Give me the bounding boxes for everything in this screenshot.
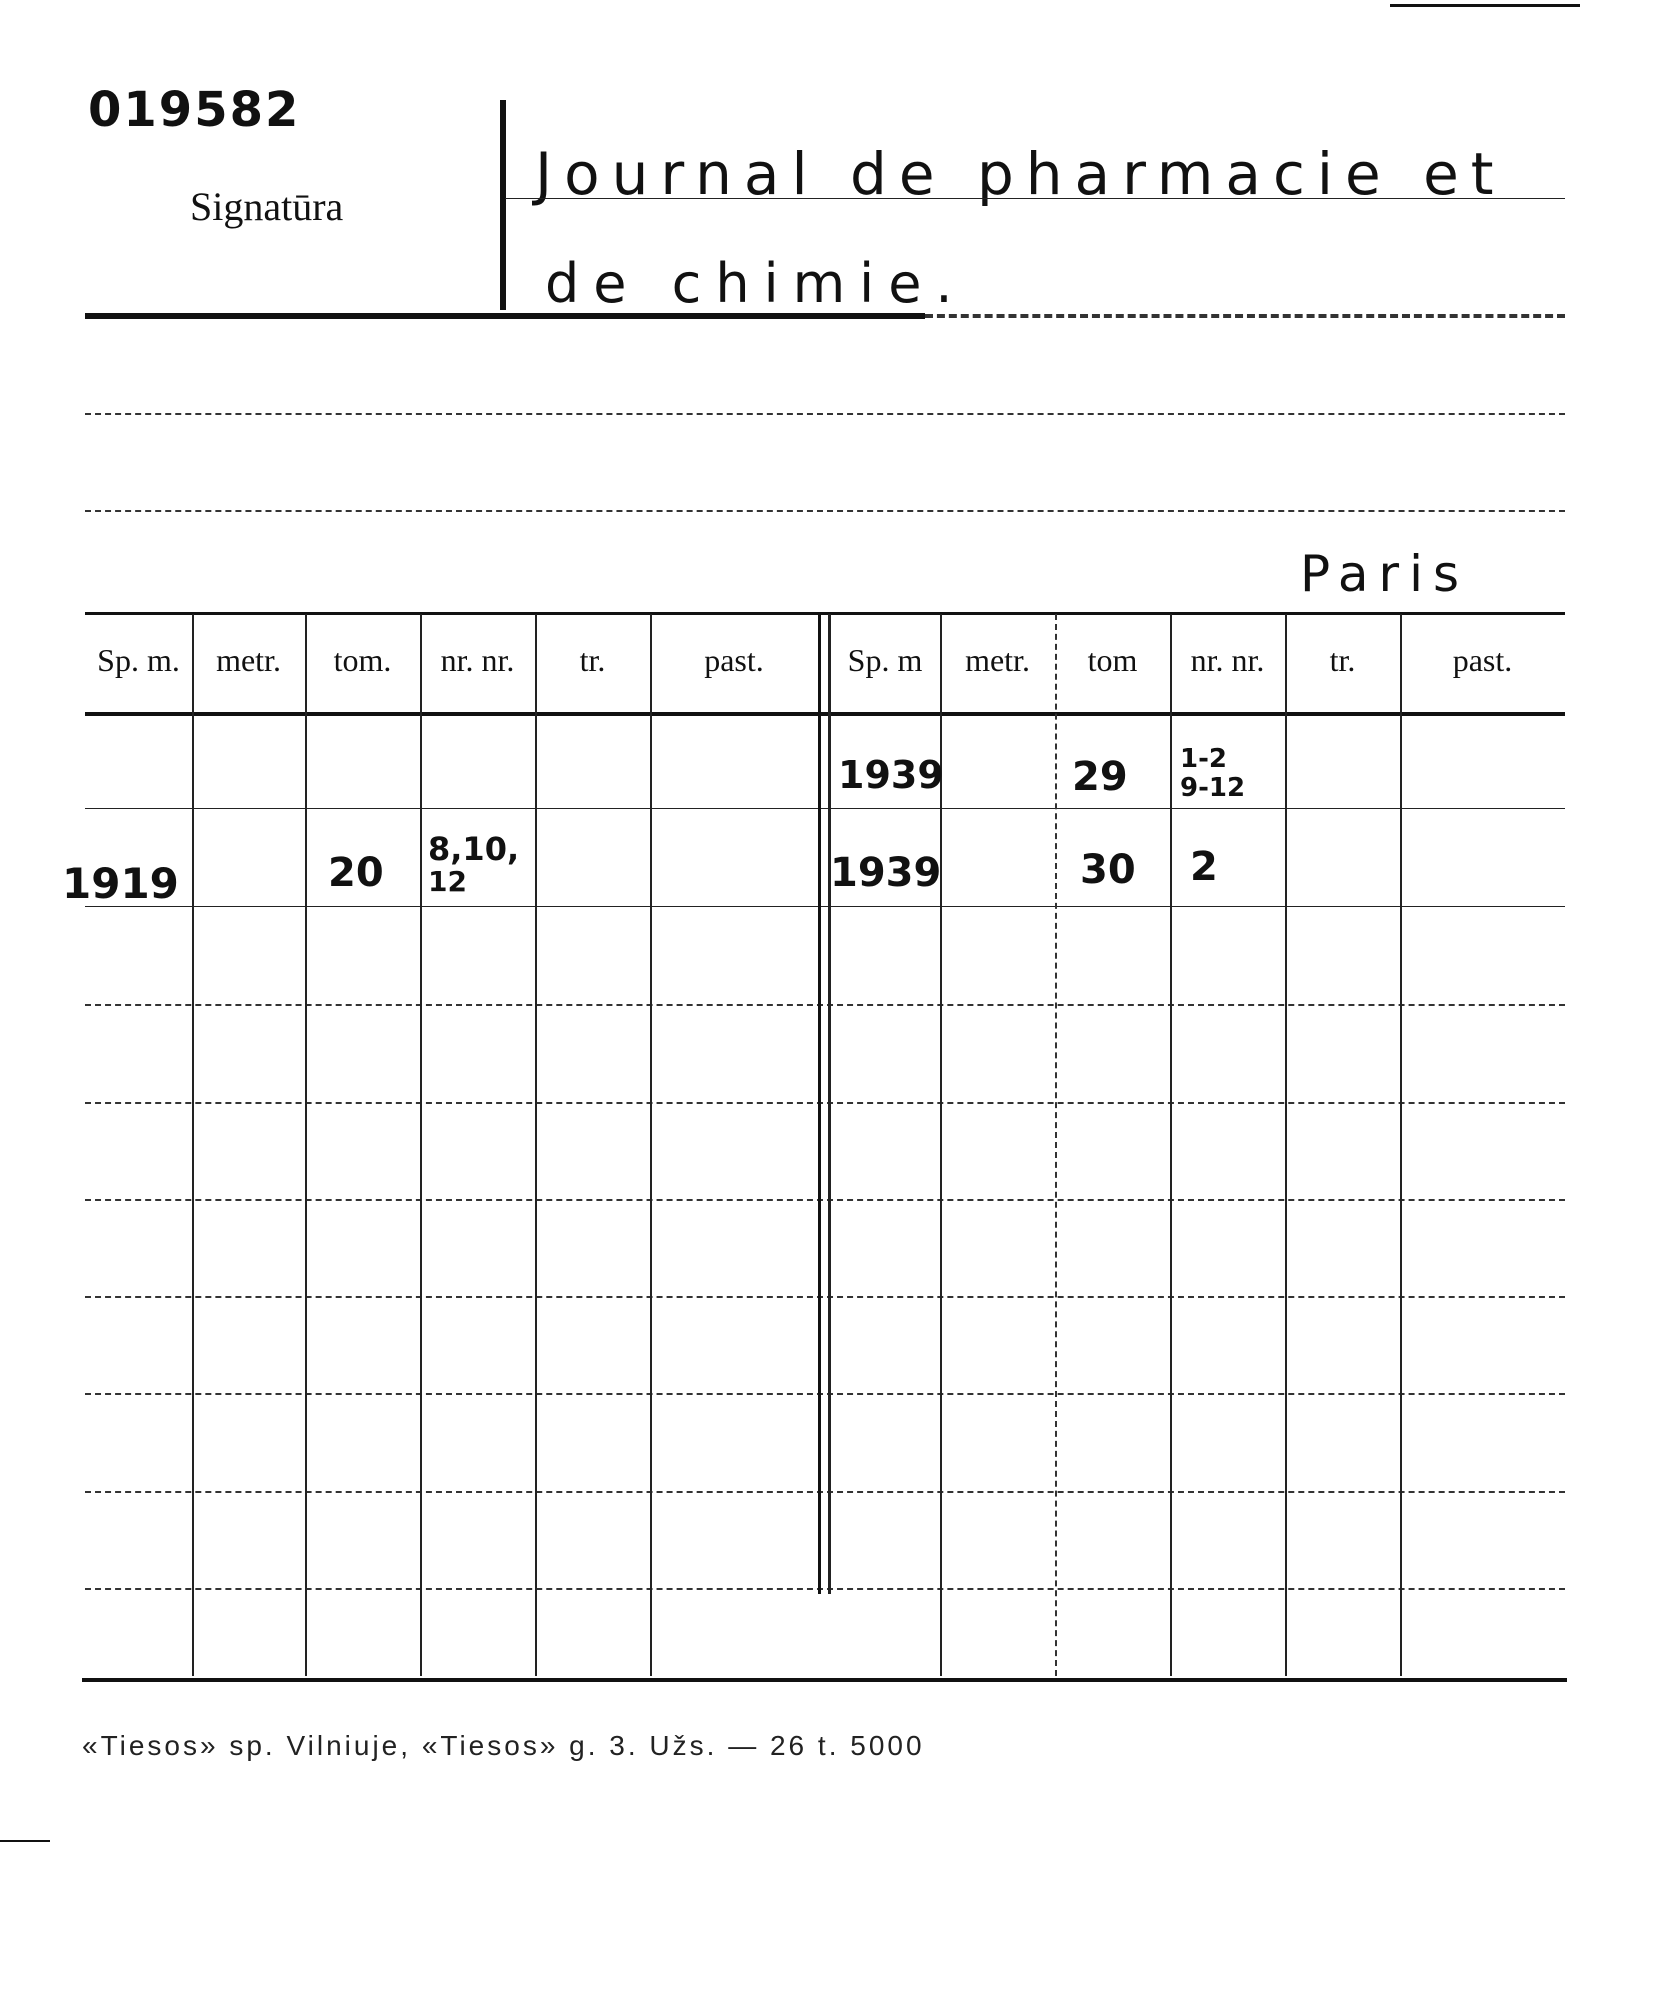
row1-right-nr-line2: 9-12: [1180, 773, 1246, 803]
header-sp-m-left: Sp. m.: [97, 641, 180, 678]
header-rule: [85, 313, 925, 319]
col-sep-10: [1285, 614, 1287, 1676]
header-rule-continued: [925, 314, 1565, 318]
title-line-1: Journal de pharmacie et: [535, 140, 1506, 208]
row2-left-year: 1919: [62, 858, 179, 908]
header-metr-right: metr.: [965, 641, 1030, 678]
header-sp-m-right: Sp. m: [847, 641, 923, 678]
col-sep-2: [305, 614, 307, 1676]
row-line-8: [85, 1491, 1565, 1493]
table-bottom-line: [82, 1678, 1567, 1682]
place-text: Paris: [1300, 545, 1470, 603]
row2-right-nr: 2: [1190, 844, 1218, 890]
header-tr-left: tr.: [579, 641, 606, 678]
title-underline-1: [505, 198, 1565, 199]
row-line-1: [85, 808, 1565, 809]
col-sep-8: [1055, 614, 1057, 1676]
signature-label: Signatūra: [190, 184, 344, 229]
row2-left-nr-line1: 8,10,: [428, 830, 520, 868]
header-past-right: past.: [1452, 641, 1513, 678]
col-sep-11: [1400, 614, 1402, 1676]
col-sep-4: [535, 614, 537, 1676]
row1-right-nr-line1: 1-2: [1180, 744, 1227, 775]
blank-line-2: [85, 510, 1565, 512]
row-line-7: [85, 1393, 1565, 1395]
scan-mark-top-right: [1390, 4, 1580, 7]
center-double-rule: [818, 614, 821, 1594]
header-tr-right: tr.: [1329, 641, 1356, 678]
row2-left-tom: 20: [328, 850, 384, 896]
row-line-9: [85, 1588, 1565, 1590]
row2-right-year: 1939: [830, 850, 942, 896]
scan-mark-left: [0, 1840, 50, 1842]
row-line-3: [85, 1004, 1565, 1006]
row-line-6: [85, 1296, 1565, 1298]
row1-right-nr: [1180, 736, 1245, 812]
row1-right-tom: 29: [1072, 754, 1128, 800]
title-divider: [500, 100, 506, 310]
row1-right-year: 1939: [838, 753, 944, 797]
title-line-2: de chimie.: [545, 252, 967, 315]
header-nrnr-right: nr. nr.: [1190, 641, 1265, 678]
blank-line-1: [85, 413, 1565, 415]
row2-left-nr-line2: 12: [428, 865, 467, 899]
header-metr-left: metr.: [216, 641, 281, 678]
row2-left-nr: [428, 820, 519, 910]
row-line-4: [85, 1102, 1565, 1104]
row2-right-tom: 30: [1080, 847, 1136, 893]
header-tom-right: tom: [1087, 641, 1138, 678]
col-sep-3: [420, 614, 422, 1676]
col-sep-9: [1170, 614, 1172, 1676]
col-sep-5: [650, 614, 652, 1676]
signature-number: 019582: [88, 82, 301, 138]
header-nrnr-left: nr. nr.: [440, 641, 515, 678]
printer-imprint: «Tiesos» sp. Vilniuje, «Tiesos» g. 3. Užs. — 26 t. 5000: [82, 1730, 925, 1761]
header-tom-left: tom.: [333, 641, 392, 678]
row-line-2: [85, 906, 1565, 907]
header-past-left: past.: [704, 641, 764, 678]
row-line-5: [85, 1199, 1565, 1201]
center-double-rule-b: [828, 614, 831, 1594]
col-sep-1: [192, 614, 194, 1676]
